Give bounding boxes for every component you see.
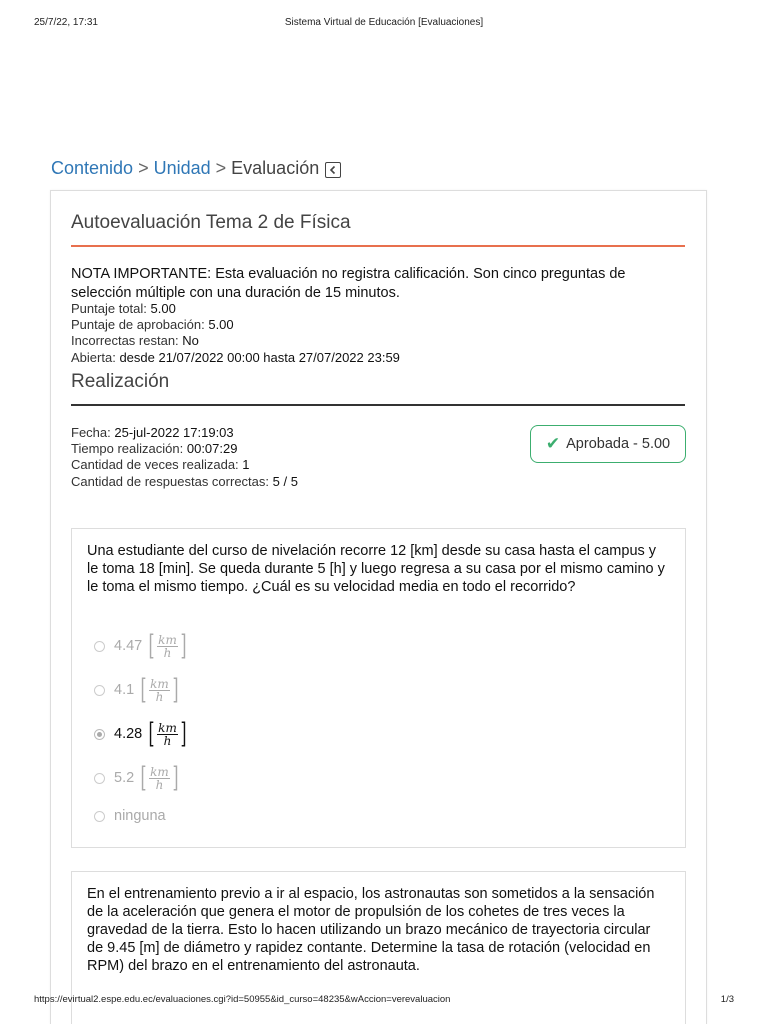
print-title: Sistema Virtual de Educación [Evaluaciones] [284,17,484,28]
question-text: Una estudiante del curso de nivelación recorre 12 [km] desde su casa hasta el campus y le toma 18 [min]. Se queda durante 5 [h] y luego regresa a su casa por el mismo camino y le toma el mismo tiempo. ¿Cuál es su velocidad media en todo el recorrido? [87,543,665,595]
info-value: 1 [242,457,250,472]
answer-option[interactable] [94,761,181,794]
info-label: Tiempo realización: [71,441,184,456]
info-puntaje-aprobacion [71,317,234,333]
info-value: 25-jul-2022 17:19:03 [114,425,234,440]
breadcrumb [51,158,341,179]
answer-option[interactable] [94,629,189,662]
unit-km-per-h: [ $\frac{km}{h}$ ] [148,629,187,662]
info-label: Fecha: [71,425,111,440]
radio-button[interactable] [94,773,105,784]
question-text: En el entrenamiento previo a ir al espacio, los astronautas son sometidos a la sensación de la aceleración que genera el motor de propulsión de los cohetes de tres veces la gravedad de la tierra. Esto lo hacen utilizando un brazo mecánico de trayectoria circular de 9.45 [m] de diámetro y rapidez contante. Determine la tasa de rotación (velocidad en RPM) del brazo en el entrenamiento del astronauta. [87,886,655,974]
info-value: 5 / 5 [272,474,298,489]
status-badge-label: Aprobada - 5.00 [566,436,671,452]
print-header [34,17,734,31]
info-incorrectas-restan [71,333,199,349]
option-value: 4.1 [114,682,135,698]
unit-km-per-h: [ $\frac{km}{h}$ ] [140,673,179,706]
title-divider [71,245,685,247]
answer-option[interactable] [94,808,166,824]
breadcrumb-separator: > [138,158,149,178]
radio-button-checked[interactable] [94,729,105,740]
info-puntaje-total [71,301,176,317]
important-note: NOTA IMPORTANTE: Esta evaluación no registra calificación. Son cinco preguntas de selección múltiple con una duración de 15 minutos. [71,266,626,301]
option-value: 4.28 [114,726,143,742]
info-value: No [182,333,199,348]
info-value: desde 21/07/2022 00:00 hasta 27/07/2022 23:59 [119,350,400,365]
info-label: Cantidad de respuestas correctas: [71,474,269,489]
collapse-left-icon[interactable] [325,162,341,178]
info-label: Puntaje total: [71,301,147,316]
evaluation-title: Autoevaluación Tema 2 de Física [71,212,351,233]
radio-button[interactable] [94,811,105,822]
option-value: 5.2 [114,770,135,786]
answer-option-selected[interactable] [94,717,189,750]
breadcrumb-unidad[interactable]: Unidad [153,158,211,178]
info-respuestas-correctas [71,474,298,490]
radio-button[interactable] [94,641,105,652]
info-veces-realizada [71,457,250,473]
print-url: https://evirtual2.espe.edu.ec/evaluaciones.cgi?id=50955&id_curso=48235&wAccion=verevaluacion [34,994,451,1005]
print-footer [34,994,734,1008]
status-badge [530,425,686,463]
answer-option[interactable] [94,673,181,706]
radio-button[interactable] [94,685,105,696]
info-value: 5.00 [150,301,176,316]
unit-km-per-h: [ $\frac{km}{h}$ ] [140,761,179,794]
breadcrumb-separator: > [215,158,227,178]
print-datetime: 25/7/22, 17:31 [34,17,98,28]
info-fecha [71,425,234,441]
info-label: Incorrectas restan: [71,333,179,348]
breadcrumb-contenido[interactable]: Contenido [51,158,134,178]
info-value: 00:07:29 [186,441,238,456]
info-tiempo-realizacion [71,441,237,457]
option-value: 4.47 [114,638,143,654]
info-label: Puntaje de aprobación: [71,317,205,332]
check-icon: ✔ [545,434,561,453]
page-number: 1/3 [720,994,734,1005]
info-label: Cantidad de veces realizada: [71,457,239,472]
realizacion-title: Realización [71,371,170,392]
unit-km-per-h: [ $\frac{km}{h}$ ] [148,717,187,750]
info-abierta [71,350,400,366]
info-label: Abierta: [71,350,116,365]
section-divider [71,404,685,406]
info-value: 5.00 [208,317,234,332]
breadcrumb-current: Evaluación [231,158,320,178]
option-value: ninguna [114,808,166,824]
